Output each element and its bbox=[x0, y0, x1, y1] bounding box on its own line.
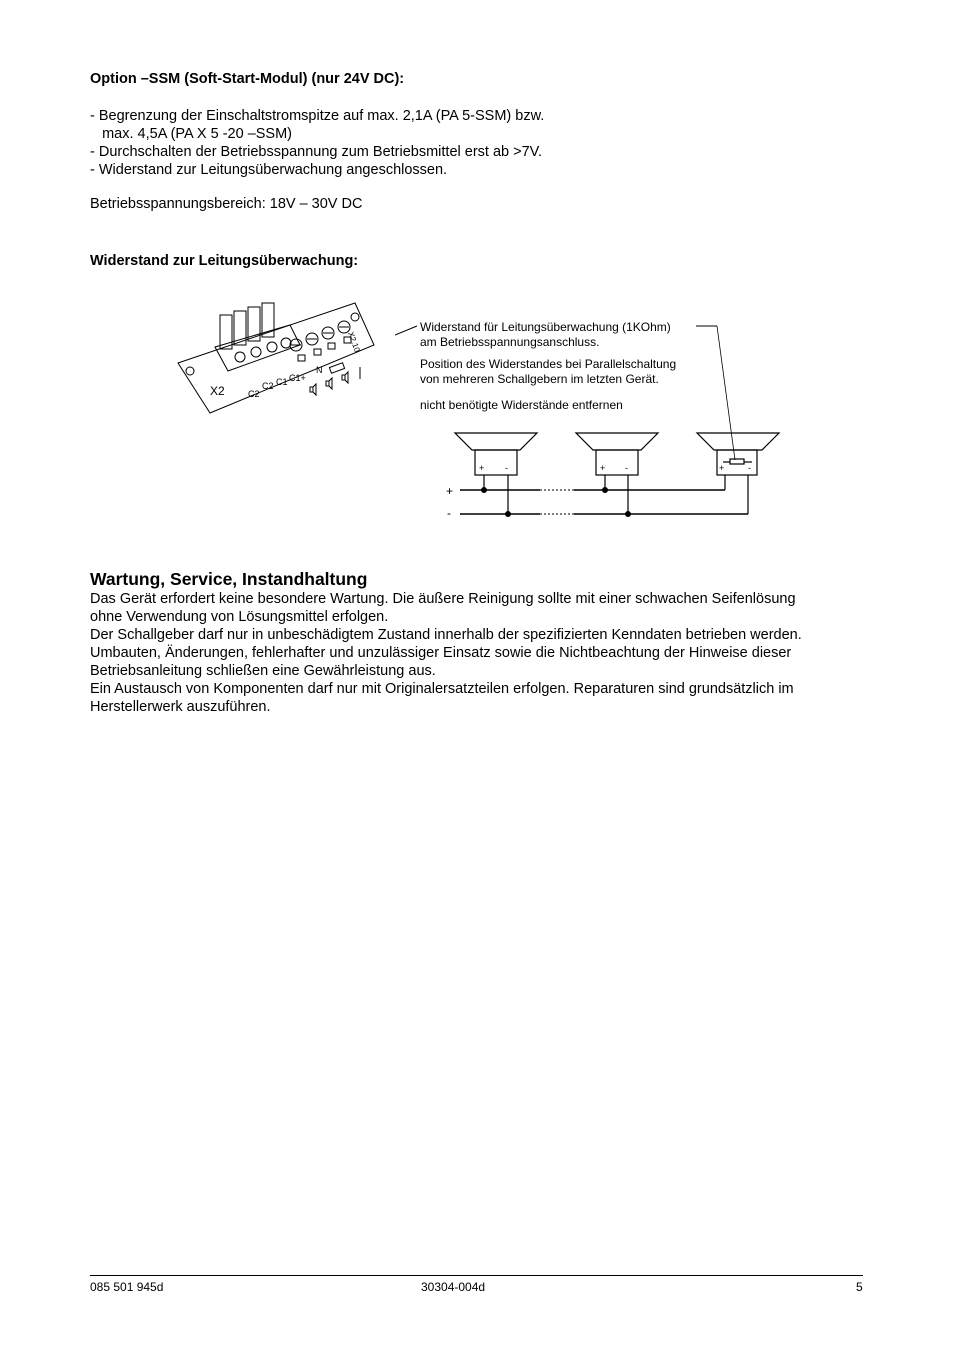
service-line: Das Gerät erfordert keine besondere Wartung. Die äußere Reinigung sollte mit einer schwachen Seifenlösung bbox=[90, 591, 796, 607]
bus-plus-label: + bbox=[446, 484, 454, 498]
resistor-note-3: nicht benötigte Widerstände entfernen bbox=[420, 398, 623, 412]
board-label-c2: C2 bbox=[248, 389, 260, 399]
resistor-note-2-line1: Position des Widerstandes bei Parallelschaltung bbox=[420, 357, 677, 371]
terminal-board-drawing bbox=[170, 285, 390, 425]
term-plus-3: + bbox=[719, 463, 725, 473]
ssm-line: - Durchschalten der Betriebsspannung zum Betriebsmittel erst ab >7V. bbox=[90, 144, 543, 160]
resistor-note-1-line1: Widerstand für Leitungsüberwachung (1KOhm) bbox=[420, 320, 671, 334]
board-label-n: N bbox=[316, 365, 323, 375]
footer-ref: 30304-004d bbox=[421, 1280, 486, 1294]
term-plus-1: + bbox=[479, 463, 485, 473]
ssm-line: max. 4,5A (PA X 5 -20 –SSM) bbox=[90, 126, 293, 142]
ssm-line: - Begrenzung der Einschaltstromspitze auf max. 2,1A (PA 5-SSM) bzw. bbox=[90, 108, 545, 124]
board-label-x2: X2 bbox=[210, 384, 225, 398]
footer-rule bbox=[90, 1275, 863, 1276]
resistor-note-2 bbox=[420, 357, 676, 387]
service-title: Wartung, Service, Instandhaltung bbox=[90, 569, 368, 589]
ssm-title: Option –SSM (Soft-Start-Modul) (nur 24V DC): bbox=[90, 71, 405, 87]
board-label-c1-plus: C1+ bbox=[289, 373, 306, 383]
term-minus-3: - bbox=[748, 463, 751, 473]
resistor-title: Widerstand zur Leitungsüberwachung: bbox=[90, 253, 359, 269]
bus-minus-label: - bbox=[447, 506, 451, 520]
service-line: ohne Verwendung von Lösungsmittel erfolgen. bbox=[90, 609, 389, 625]
term-minus-1: - bbox=[505, 463, 508, 473]
board-label-c1: C1 bbox=[276, 377, 288, 387]
resistor-note-1-line2: am Betriebsspannungsanschluss. bbox=[420, 335, 600, 349]
service-line: Betriebsanleitung schließen eine Gewährleistung aus. bbox=[90, 663, 436, 679]
term-minus-2: - bbox=[625, 463, 628, 473]
resistor-note-1 bbox=[420, 320, 671, 350]
service-text bbox=[90, 590, 860, 716]
footer-doc-number: 085 501 945d bbox=[90, 1280, 164, 1294]
service-line: Herstellerwerk auszuführen. bbox=[90, 699, 271, 715]
wiring-diagram bbox=[440, 425, 785, 525]
ssm-bullet-list bbox=[90, 107, 544, 179]
ssm-line: - Widerstand zur Leitungsüberwachung angeschlossen. bbox=[90, 162, 448, 178]
board-label-x2-10: X2.10 bbox=[346, 330, 362, 354]
board-label-c2b: C2 bbox=[262, 381, 274, 391]
footer-page-number: 5 bbox=[856, 1280, 863, 1294]
service-line: Der Schallgeber darf nur in unbeschädigtem Zustand innerhalb der spezifizierten Kenndaten betrieben werden. bbox=[90, 627, 802, 643]
service-line: Umbauten, Änderungen, fehlerhafter und unzulässiger Einsatz sowie die Nichtbeachtung der Hinweise dieser bbox=[90, 645, 792, 661]
service-line: Ein Austausch von Komponenten darf nur mit Originalersatzteilen erfolgen. Reparaturen sind grundsätzlich im bbox=[90, 681, 794, 697]
voltage-range: Betriebsspannungsbereich: 18V – 30V DC bbox=[90, 196, 363, 212]
resistor-note-2-line2: von mehreren Schallgebern im letzten Gerät. bbox=[420, 372, 659, 386]
term-plus-2: + bbox=[600, 463, 606, 473]
